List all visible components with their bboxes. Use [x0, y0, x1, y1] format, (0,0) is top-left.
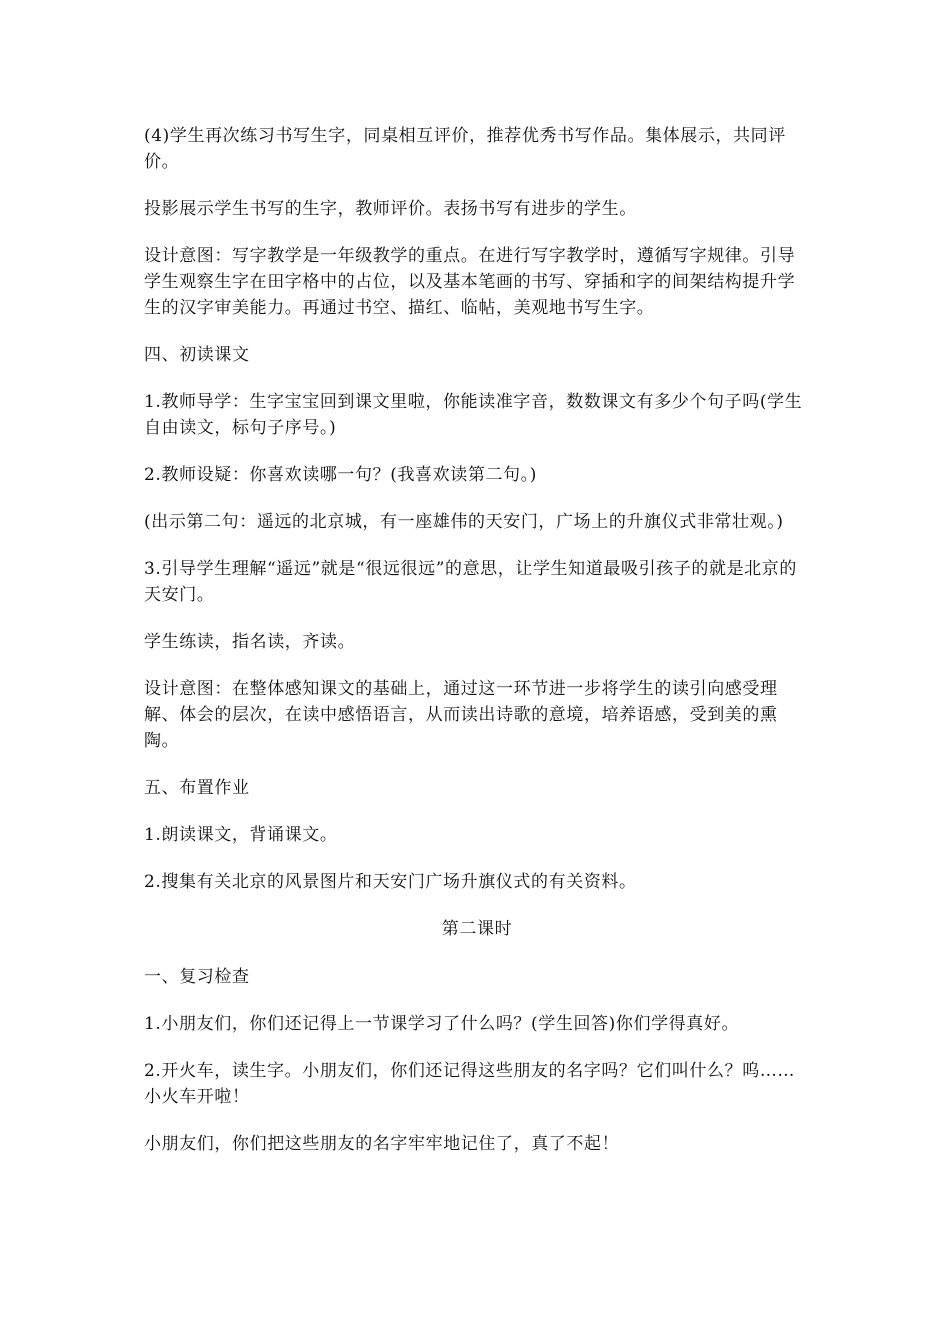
paragraph-praise: 小朋友们，你们把这些朋友的名字牢牢地记住了，真了不起！ [144, 1134, 620, 1154]
paragraph-teacher-question: 2.教师设疑：你喜欢读哪一句？(我喜欢读第二句。) [144, 465, 537, 485]
paragraph-design-intent-reading: 设计意图：在整体感知课文的基础上，通过这一环节进一步将学生的读引向感受理解、体会的层次，在读中感悟语言，从而读出诗歌的意境，培养语感，受到美的熏陶。 [144, 679, 778, 751]
document-page [144, 123, 810, 1178]
paragraph-homework-2: 2.搜集有关北京的风景图片和天安门广场升旗仪式的有关资料。 [144, 872, 637, 892]
paragraph-practice-writing: (4)学生再次练习书写生字，同桌相互评价，推荐优秀书写作品。集体展示，共同评价。 [144, 126, 786, 172]
paragraph-projection-display: 投影展示学生书写的生字，教师评价。表扬书写有进步的学生。 [144, 199, 637, 219]
paragraph-review-2: 2.开火车，读生字。小朋友们，你们还记得这些朋友的名字吗？它们叫什么？呜……小火车开啦！ [144, 1061, 796, 1107]
paragraph-homework-1: 1.朗读课文，背诵课文。 [144, 825, 338, 845]
paragraph-practice-reading: 学生练读，指名读，齐读。 [144, 632, 356, 652]
lesson-title-second-period: 第二课时 [441, 919, 513, 939]
section-heading-review: 一、复习检查 [144, 967, 250, 987]
paragraph-review-1: 1.小朋友们，你们还记得上一节课学习了什么吗？(学生回答)你们学得真好。 [144, 1014, 740, 1034]
paragraph-teacher-guide: 1.教师导学：生字宝宝回到课文里啦，你能读准字音，数数课文有多少个句子吗(学生自由读文，标句子序号。) [144, 392, 803, 438]
section-heading-homework: 五、布置作业 [144, 778, 250, 798]
paragraph-design-intent-writing: 设计意图：写字教学是一年级教学的重点。在进行写字教学时，遵循写字规律。引导学生观察生字在田字格中的占位，以及基本笔画的书写、穿插和字的间架结构提升学生的汉字审美能力。再通过书空、描红、临帖，美观地书写生字。 [144, 246, 796, 318]
paragraph-second-sentence: (出示第二句：遥远的北京城，有一座雄伟的天安门，广场上的升旗仪式非常壮观。) [144, 512, 784, 532]
section-heading-first-reading: 四、初读课文 [144, 345, 250, 365]
paragraph-understand-remote: 3.引导学生理解“遥远”就是“很远很远”的意思，让学生知道最吸引孩子的就是北京的天安门。 [144, 559, 797, 605]
